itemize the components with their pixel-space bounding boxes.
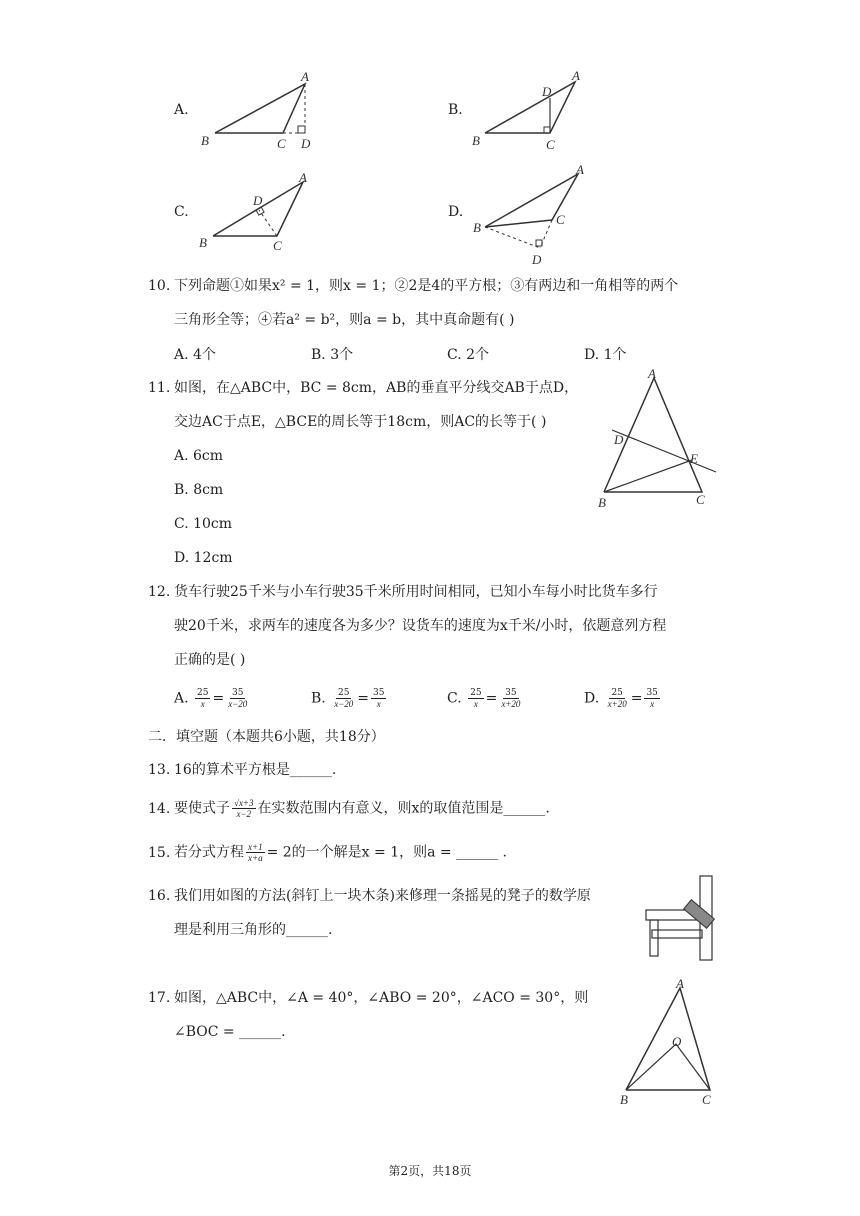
label-a: A xyxy=(648,366,656,381)
label-d: D xyxy=(253,193,263,208)
q12-options xyxy=(174,684,714,712)
q11-line1: 如图，在△ABC中，BC = 8cm，AB的垂直平分线交AB于点D， xyxy=(174,380,579,396)
option-a-label: A. xyxy=(174,102,189,118)
question-15: 15. 若分式方程 $\frac{x+1}{x+a}$ = 2的一个解是x = 1，则a = ______ . xyxy=(148,842,507,863)
q16-line2: 理是利用三角形的______. xyxy=(174,922,333,938)
label-d: D xyxy=(301,136,311,150)
question-16: 16. 我们用如图的方法(斜钉上一块木条)来修理一条摇晃的凳子的数学原 xyxy=(148,888,591,904)
q12-option-d: D. $\frac{25}{x+20}$ = $\frac{35}{x}$ xyxy=(584,688,658,709)
label-c: C xyxy=(556,212,565,227)
option-b-label: B. xyxy=(448,102,463,118)
figure-option-a xyxy=(195,70,325,150)
q10-option-c: C. 2个 xyxy=(447,347,490,363)
label-c: C xyxy=(696,492,705,507)
q11-option-c: C. 10cm xyxy=(174,516,233,532)
q10-option-d: D. 1个 xyxy=(584,347,627,363)
figure-option-d xyxy=(470,160,590,270)
section-2-heading: 二．填空题（本题共6小题，共18分） xyxy=(148,729,385,745)
label-a: A xyxy=(576,162,584,177)
question-12: 12. 货车行驶25千米与小车行驶35千米所用时间相同，已知小车每小时比货车多行 xyxy=(148,584,658,600)
figure-option-b xyxy=(470,68,590,150)
q12-option-b: B. $\frac{25}{x-20}$ = $\frac{35}{x}$ xyxy=(311,688,385,709)
label-a: A xyxy=(676,976,684,991)
label-a: A xyxy=(572,68,580,83)
q10-line1: 下列命题①如果x² = 1，则x = 1；②2是4的平方根；③有两边和一角相等的两个 xyxy=(174,278,679,294)
q12-option-c: C. $\frac{25}{x}$ = $\frac{35}{x+20}$ xyxy=(447,688,521,709)
label-a: A xyxy=(301,70,309,84)
q11-option-a: A. 6cm xyxy=(174,448,224,464)
option-c-label: C. xyxy=(174,204,189,220)
label-d: D xyxy=(542,84,552,99)
label-b: B xyxy=(199,235,207,250)
label-e: E xyxy=(690,451,698,466)
label-b: B xyxy=(620,1092,628,1107)
q11-option-d: D. 12cm xyxy=(174,550,233,566)
label-b: B xyxy=(472,133,480,148)
q17-line2: ∠BOC = ______. xyxy=(174,1024,286,1040)
question-10: 10. 下列命题①如果x² = 1，则x = 1；②2是4的平方根；③有两边和一角相等的两个 xyxy=(148,278,679,294)
label-b: B xyxy=(473,220,481,235)
q12-line2: 驶20千米，求两车的速度各为多少？设货车的速度为x千米/小时，依题意列方程 xyxy=(174,618,667,634)
label-a: A xyxy=(299,170,307,185)
q10-option-a: A. 4个 xyxy=(174,347,216,363)
figure-q17 xyxy=(610,972,720,1112)
question-13: 13. 16的算术平方根是______. xyxy=(148,762,337,778)
label-c: C xyxy=(546,137,555,150)
page-footer: 第2页，共18页 xyxy=(388,1164,472,1178)
figure-q11 xyxy=(592,364,722,514)
q10-line2: 三角形全等；④若a² = b²，则a = b，其中真命题有( ) xyxy=(174,312,515,328)
figure-stool xyxy=(644,872,716,962)
label-b: B xyxy=(201,133,209,148)
label-c: C xyxy=(273,238,282,253)
figure-option-c xyxy=(195,170,320,254)
option-d-label: D. xyxy=(448,204,464,220)
label-d: D xyxy=(614,432,624,447)
q10-option-b: B. 3个 xyxy=(311,347,354,363)
q12-line1: 货车行驶25千米与小车行驶35千米所用时间相同，已知小车每小时比货车多行 xyxy=(174,584,658,600)
label-o: O xyxy=(672,1034,682,1049)
label-d: D xyxy=(532,252,542,267)
question-11: 11. 如图，在△ABC中，BC = 8cm，AB的垂直平分线交AB于点D， xyxy=(148,380,579,396)
label-c: C xyxy=(702,1092,711,1107)
question-14: 14. 要使式子 $\frac{√x+3}{x-2}$ 在实数范围内有意义，则x的取值范围是______. xyxy=(148,798,550,819)
q11-option-b: B. 8cm xyxy=(174,482,224,498)
label-c: C xyxy=(277,136,286,150)
label-b: B xyxy=(598,495,606,510)
q12-option-a: A. $\frac{25}{x}$ = $\frac{35}{x-20}$ xyxy=(174,688,248,709)
question-17: 17. 如图，△ABC中，∠A = 40°，∠ABO = 20°，∠ACO = 30°，则 xyxy=(148,990,589,1006)
q12-line3: 正确的是( ) xyxy=(174,652,246,668)
q11-line2: 交边AC于点E，△BCE的周长等于18cm，则AC的长等于( ) xyxy=(174,414,547,430)
